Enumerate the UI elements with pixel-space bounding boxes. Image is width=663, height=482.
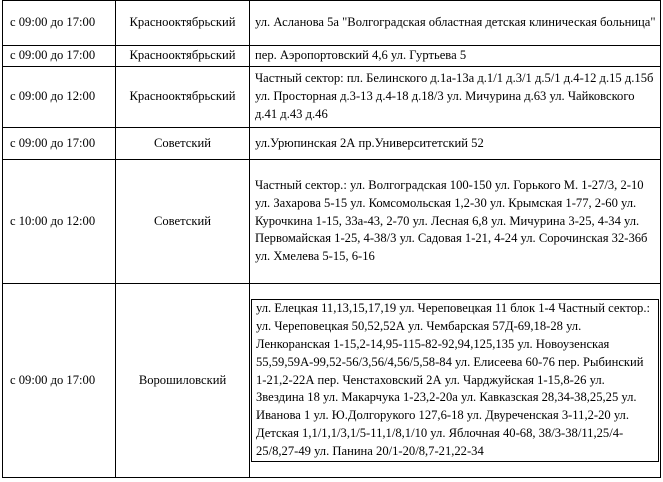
address-cell: Частный сектор: пл. Белинского д.1а-13а д.1/1 д.3/1 д.5/1 д.4-12 д.15 д.15б ул. Просторная д.3-13 д.4-18 д.18/3 ул. Мичурина д.63 ул. Чайковского д.41 д.43 д.46: [250, 67, 661, 128]
table-row: [3, 284, 661, 478]
time-cell: с 09:00 до 12:00: [3, 67, 116, 128]
address-text-box: ул. Елецкая 11,13,15,17,19 ул. Череповецкая 11 блок 1-4 Частный сектор.: ул. Череповецкая 50,52,52А ул. Чембарская 57Д-69,18-28 ул. Ленкоранская 1-15,2-14,95-115-82-92,94,125,135 ул. Новоузенская 55,59,59А-99,52-56/3,56/4,56/5,58-84 ул. Елисеева 60-76 пер. Рыбинский 1-21,2-22А пер. Ченстаховский 2А ул. Чарджуйская 1-15,8-26 ул. Звездина 18 ул. Макарчука 1-23,2-20а ул. Кавказская 28,34-38,25,25 ул. Иванова 1 ул. Ю.Долгорукого 127,6-18 ул. Двуреченская 3-11,2-20 ул. Детская 1,1/1,1/3,1/5-11,1/8,1/10 ул. Яблочная 40-68, 38/3-38/11,25/4-25/8,27-49 ул. Панина 20/1-20/8,7-21,22-34: [251, 299, 659, 461]
table-row: [3, 128, 661, 160]
time-cell: с 10:00 до 12:00: [3, 160, 116, 284]
table-row: [3, 46, 661, 67]
district-cell: Краснооктябрьский: [116, 1, 250, 46]
outage-schedule-table: [2, 0, 661, 478]
district-cell: Краснооктябрьский: [116, 46, 250, 67]
district-cell: Советский: [116, 128, 250, 160]
table-row: [3, 160, 661, 284]
time-cell: с 09:00 до 17:00: [3, 128, 116, 160]
district-cell: Советский: [116, 160, 250, 284]
time-cell: с 09:00 до 17:00: [3, 46, 116, 67]
address-cell: Частный сектор.: ул. Волгоградская 100-150 ул. Горького М. 1-27/3, 2-10 ул. Захарова 5-15 ул. Комсомольская 1,2-30 ул. Крымская 1-77, 2-60 ул. Курочкина 1-15, 33а-43, 2-70 ул. Лесная 6,8 ул. Мичурина 3-25, 4-34 ул. Первомайская 1-25, 4-38/3 ул. Садовая 1-21, 4-24 ул. Сорочинская 32-36б ул. Хмелева 5-15, 6-16: [250, 160, 661, 284]
table-row: [3, 67, 661, 128]
district-cell: Ворошиловский: [116, 284, 250, 478]
address-cell: пер. Аэропортовский 4,6 ул. Гуртьева 5: [250, 46, 661, 67]
table-row: [3, 1, 661, 46]
address-cell: [250, 284, 661, 478]
time-cell: с 09:00 до 17:00: [3, 1, 116, 46]
address-cell: ул.Урюпинская 2А пр.Университетский 52: [250, 128, 661, 160]
address-cell: ул. Асланова 5а "Волгоградская областная детская клиническая больница": [250, 1, 661, 46]
district-cell: Краснооктябрьский: [116, 67, 250, 128]
time-cell: с 09:00 до 17:00: [3, 284, 116, 478]
